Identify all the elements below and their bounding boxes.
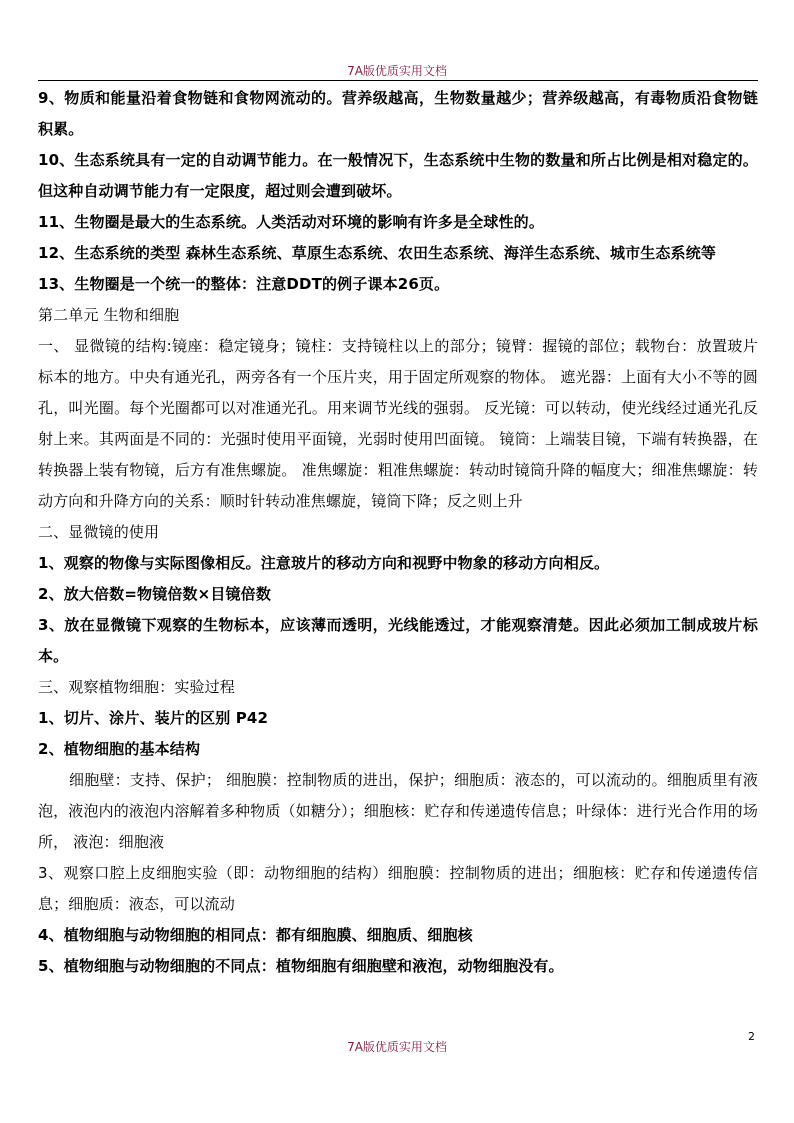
paragraph-item-9: 9、物质和能量沿着食物链和食物网流动的。营养级越高，生物数量越少；营养级越高，有毒物质沿食物链积累。 (38, 89, 758, 138)
section-heading-microscope-use: 二、显微镜的使用 (38, 523, 160, 541)
paragraph-item-11: 11、生物圈是最大的生态系统。人类活动对环境的影响有许多是全球性的。 (38, 213, 544, 231)
document-body (38, 83, 758, 982)
paragraph-item-12: 12、生态系统的类型 森林生态系统、草原生态系统、农田生态系统、海洋生态系统、城市生态系统等 (38, 244, 717, 262)
paragraph-cell-2: 2、植物细胞的基本结构 (38, 740, 201, 758)
paragraph-cell-4: 4、植物细胞与动物细胞的相同点：都有细胞膜、细胞质、细胞核 (38, 926, 473, 944)
paragraph-cell-5: 5、植物细胞与动物细胞的不同点：植物细胞有细胞壁和液泡，动物细胞没有。 (38, 957, 564, 975)
header-divider (38, 80, 758, 81)
microscope-structure-paragraph: 一、 显微镜的结构:镜座：稳定镜身；镜柱：支持镜柱以上的部分；镜臂：握镜的部位；载物台：放置玻片标本的地方。中央有通光孔，两旁各有一个压片夹，用于固定所观察的物体。 遮光器：上面有大小不等的圆孔，叫光圈。每个光圈都可以对准通光孔。用来调节光线的强弱。 反光镜：可以转动，使光线经过通光孔反射上来。其两面是不同的：光强时使用平面镜，光弱时使用凹面镜。 镜筒：上端装目镜，下端有转换器，在转换器上装有物镜，后方有准焦螺旋。 准焦螺旋：粗准焦螺旋：转动时镜筒升降的幅度大；细准焦螺旋：转动方向和升降方向的关系：顺时针转动准焦螺旋，镜筒下降；反之则上升 (38, 337, 758, 510)
unit-heading: 第二单元 生物和细胞 (38, 306, 180, 324)
page-number: 2 (748, 1030, 755, 1043)
paragraph-cell-1: 1、切片、涂片、装片的区别 P42 (38, 709, 269, 727)
paragraph-cell-3: 3、观察口腔上皮细胞实验（即：动物细胞的结构）细胞膜：控制物质的进出；细胞核：贮存和传递遗传信息；细胞质：液态，可以流动 (38, 864, 758, 913)
paragraph-use-3: 3、放在显微镜下观察的生物标本，应该薄而透明，光线能透过，才能观察清楚。因此必须加工制成玻片标本。 (38, 616, 758, 665)
page-header: 7A版优质实用文档 (347, 64, 447, 78)
section-heading-plant-cell: 三、观察植物细胞：实验过程 (38, 678, 235, 696)
paragraph-item-10: 10、生态系统具有一定的自动调节能力。在一般情况下，生态系统中生物的数量和所占比例是相对稳定的。但这种自动调节能力有一定限度，超过则会遭到破坏。 (38, 151, 758, 200)
paragraph-use-2: 2、放大倍数=物镜倍数×目镜倍数 (38, 585, 271, 603)
paragraph-item-13: 13、生物圈是一个统一的整体：注意DDT的例子课本26页。 (38, 275, 450, 293)
plant-cell-structure-paragraph: 细胞壁：支持、保护； 细胞膜：控制物质的进出，保护；细胞质：液态的，可以流动的。细胞质里有液泡，液泡内的液泡内溶解着多种物质（如糖分）；细胞核：贮存和传递遗传信息；叶绿体：进行光合作用的场所， 液泡：细胞液 (38, 771, 758, 851)
paragraph-use-1: 1、观察的物像与实际图像相反。注意玻片的移动方向和视野中物象的移动方向相反。 (38, 554, 610, 572)
page-footer: 7A版优质实用文档 (347, 1040, 447, 1054)
